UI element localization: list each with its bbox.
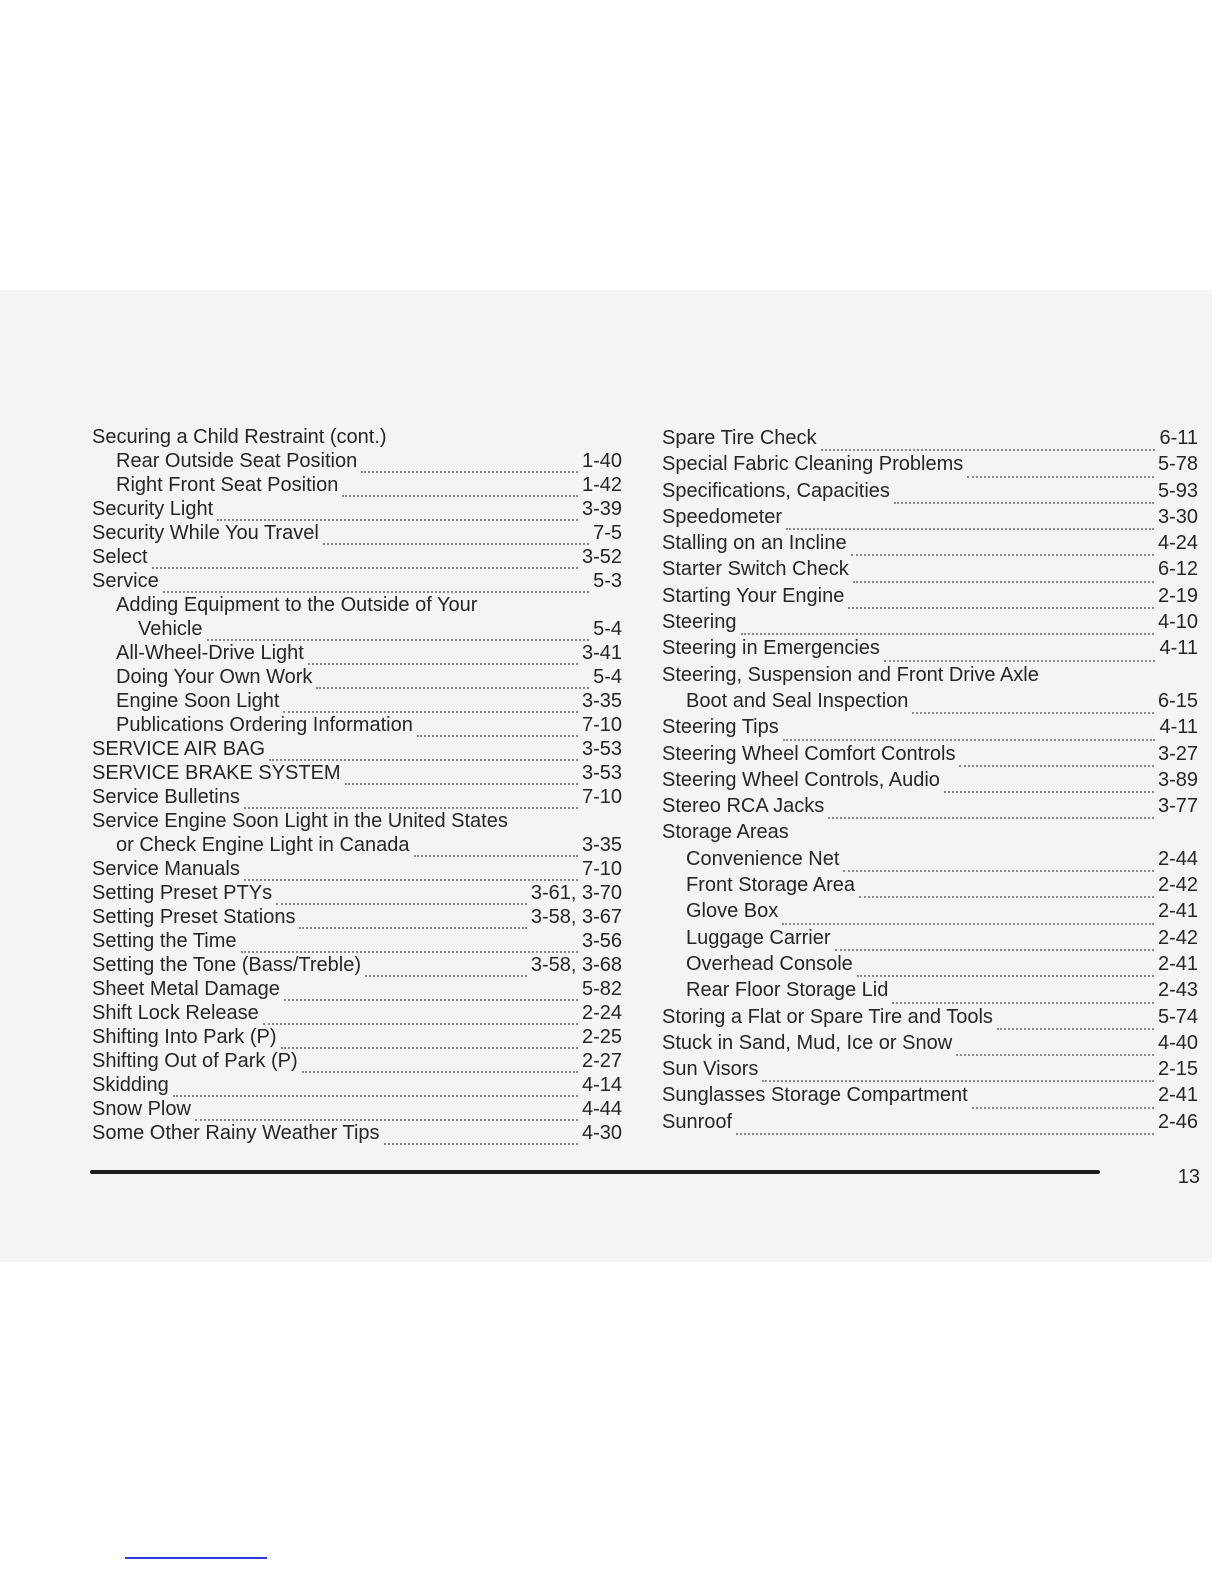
index-entry-label: Adding Equipment to the Outside of Your <box>116 594 478 616</box>
dot-leader <box>736 1116 1154 1135</box>
index-entry-label: Steering Wheel Controls, Audio <box>662 768 940 791</box>
index-entry <box>662 1109 1198 1135</box>
page-number: 13 <box>1177 1166 1200 1188</box>
index-entry-label: Service Engine Soon Light in the United States <box>92 810 508 832</box>
index-entry <box>92 809 622 833</box>
index-entry-label: Glove Box <box>686 900 779 923</box>
index-entry-page-ref[interactable]: 2-42 <box>1157 926 1198 949</box>
index-entry <box>662 530 1198 556</box>
index-entry-page-ref[interactable]: 2-43 <box>1157 979 1198 1002</box>
dot-leader <box>244 790 578 809</box>
index-entry-page-ref[interactable]: 3-35 <box>581 690 622 712</box>
index-entry-page-ref[interactable]: 3-52 <box>581 546 622 568</box>
dot-leader <box>163 574 589 593</box>
index-entry <box>92 593 622 617</box>
index-entry <box>662 846 1198 872</box>
dot-leader <box>276 886 527 905</box>
index-entry <box>92 473 622 497</box>
index-entry-page-ref[interactable]: 5-74 <box>1157 1005 1198 1028</box>
index-entry-page-ref[interactable]: 2-41 <box>1157 900 1198 923</box>
dot-leader <box>997 1011 1154 1030</box>
index-entry <box>662 451 1198 477</box>
dot-leader <box>762 1063 1154 1082</box>
index-entry-page-ref[interactable]: 2-25 <box>581 1026 622 1048</box>
index-entry-label: Sheet Metal Damage <box>92 978 280 1000</box>
index-entry-label: Starting Your Engine <box>662 584 845 607</box>
index-entry <box>662 951 1198 977</box>
index-entry <box>92 737 622 761</box>
index-entry-page-ref[interactable]: 3-39 <box>581 498 622 520</box>
dot-leader <box>821 432 1156 451</box>
index-entry-page-ref[interactable]: 5-3 <box>593 570 622 592</box>
index-entry <box>662 819 1198 845</box>
index-entry-label: Setting the Time <box>92 930 237 952</box>
dot-leader <box>342 478 578 497</box>
index-entry-page-ref[interactable]: 7-10 <box>581 786 622 808</box>
index-entry-label: Storage Areas <box>662 821 789 844</box>
index-entry-page-ref[interactable]: 2-41 <box>1157 952 1198 975</box>
dot-leader <box>859 879 1154 898</box>
index-entry-label: Rear Outside Seat Position <box>116 450 358 472</box>
index-entry <box>662 1004 1198 1030</box>
dot-leader <box>853 564 1154 583</box>
index-entry-label: Service Manuals <box>92 858 240 880</box>
index-entry-page-ref[interactable]: 6-12 <box>1157 558 1198 581</box>
bottom-link-underline[interactable] <box>125 1557 267 1559</box>
index-entry <box>92 977 622 1001</box>
dot-leader <box>894 485 1154 504</box>
dot-leader <box>851 537 1154 556</box>
index-entry <box>92 617 622 641</box>
dot-leader <box>195 1102 578 1121</box>
index-column-right <box>662 425 1198 1135</box>
dot-leader <box>217 502 578 521</box>
index-entry-page-ref[interactable]: 3-61, 3-70 <box>530 882 622 904</box>
dot-leader <box>263 1006 578 1025</box>
index-entry <box>662 504 1198 530</box>
dot-leader <box>365 958 527 977</box>
index-entry-page-ref[interactable]: 4-14 <box>581 1074 622 1096</box>
index-entry <box>662 714 1198 740</box>
index-entry-label: Stuck in Sand, Mud, Ice or Snow <box>662 1031 953 1054</box>
index-entry-page-ref[interactable]: 5-4 <box>593 618 622 640</box>
index-entry-label: Securing a Child Restraint (cont.) <box>92 426 387 448</box>
index-entry <box>662 793 1198 819</box>
index-entry-page-ref[interactable]: 5-82 <box>581 978 622 1000</box>
index-entry-page-ref[interactable]: 3-30 <box>1157 505 1198 528</box>
index-entry <box>92 713 622 737</box>
index-entry-label: Steering, Suspension and Front Drive Axle <box>662 663 1039 686</box>
index-entry-label: Storing a Flat or Spare Tire and Tools <box>662 1005 993 1028</box>
index-entry <box>92 425 622 449</box>
dot-leader <box>269 742 578 761</box>
index-entry-label: Skidding <box>92 1074 169 1096</box>
dot-leader <box>956 1037 1154 1056</box>
index-entry <box>92 545 622 569</box>
index-entry-label: Front Storage Area <box>686 874 855 897</box>
index-entry-label: All-Wheel-Drive Light <box>116 642 304 664</box>
index-entry <box>662 425 1198 451</box>
index-column-left <box>92 425 622 1145</box>
dot-leader <box>283 694 578 713</box>
index-entry-page-ref[interactable]: 1-42 <box>581 474 622 496</box>
index-entry-label: Security While You Travel <box>92 522 319 544</box>
index-entry <box>92 833 622 857</box>
index-entry <box>92 665 622 689</box>
index-entry <box>662 583 1198 609</box>
index-entry-label: Special Fabric Cleaning Problems <box>662 453 964 476</box>
footer-rule <box>90 1170 1100 1174</box>
index-entry-label: Shifting Into Park (P) <box>92 1026 277 1048</box>
index-entry-page-ref[interactable]: 2-27 <box>581 1050 622 1072</box>
dot-leader <box>316 670 589 689</box>
index-entry-label: Sun Visors <box>662 1058 759 1081</box>
index-entry-label: Luggage Carrier <box>686 926 831 949</box>
index-entry <box>92 449 622 473</box>
index-entry-page-ref[interactable]: 7-10 <box>581 858 622 880</box>
dot-leader <box>944 774 1154 793</box>
index-entry-page-ref[interactable]: 2-44 <box>1157 847 1198 870</box>
index-entry-label: SERVICE AIR BAG <box>92 738 266 760</box>
index-entry <box>92 689 622 713</box>
index-entry-label: Starter Switch Check <box>662 558 849 581</box>
index-entry-label: Steering Tips <box>662 716 779 739</box>
index-entry <box>92 881 622 905</box>
index-entry-page-ref[interactable]: 4-24 <box>1157 532 1198 555</box>
dot-leader <box>323 526 589 545</box>
index-entry <box>662 1056 1198 1082</box>
index-entry-page-ref[interactable]: 3-89 <box>1157 768 1198 791</box>
index-entry-page-ref[interactable]: 5-78 <box>1157 453 1198 476</box>
index-entry <box>92 953 622 977</box>
index-entry-page-ref[interactable]: 3-41 <box>581 642 622 664</box>
index-entry-page-ref[interactable]: 3-53 <box>581 762 622 784</box>
index-entry-label: Stereo RCA Jacks <box>662 795 825 818</box>
index-entry <box>662 1082 1198 1108</box>
index-entry <box>662 977 1198 1003</box>
index-entry-page-ref[interactable]: 3-35 <box>581 834 622 856</box>
index-entry <box>92 569 622 593</box>
index-entry-page-ref[interactable]: 4-11 <box>1159 716 1198 739</box>
index-entry-page-ref[interactable]: 3-77 <box>1157 795 1198 818</box>
index-entry <box>92 785 622 809</box>
index-entry-page-ref[interactable]: 1-40 <box>581 450 622 472</box>
dot-leader <box>361 454 578 473</box>
index-entry <box>662 688 1198 714</box>
index-entry-label: Setting the Tone (Bass/Treble) <box>92 954 362 976</box>
index-entry-label: Shift Lock Release <box>92 1002 259 1024</box>
dot-leader <box>152 550 578 569</box>
index-entry-label: Setting Preset Stations <box>92 906 296 928</box>
index-entry-page-ref[interactable]: 4-10 <box>1157 611 1198 634</box>
index-entry-label: or Check Engine Light in Canada <box>116 834 410 856</box>
index-entry-page-ref[interactable]: 4-40 <box>1157 1031 1198 1054</box>
dot-leader <box>284 982 578 1001</box>
index-entry-page-ref[interactable]: 3-27 <box>1157 742 1198 765</box>
index-entry-label: Right Front Seat Position <box>116 474 339 496</box>
index-entry-label: Select <box>92 546 148 568</box>
index-entry-label: Engine Soon Light <box>116 690 280 712</box>
dot-leader <box>299 910 526 929</box>
index-entry-page-ref[interactable]: 4-44 <box>581 1098 622 1120</box>
dot-leader <box>892 985 1154 1004</box>
index-entry <box>92 1073 622 1097</box>
index-entry-page-ref[interactable]: 4-11 <box>1159 637 1198 660</box>
index-entry-label: Steering in Emergencies <box>662 637 880 660</box>
index-entry-label: Setting Preset PTYs <box>92 882 273 904</box>
index-entry <box>662 609 1198 635</box>
index-entry-page-ref[interactable]: 2-19 <box>1157 584 1198 607</box>
index-entry-label: Publications Ordering Information <box>116 714 413 736</box>
dot-leader <box>302 1054 578 1073</box>
index-entry-page-ref[interactable]: 3-53 <box>581 738 622 760</box>
dot-leader <box>173 1078 578 1097</box>
index-entry-page-ref[interactable]: 5-93 <box>1157 479 1198 502</box>
index-entry-label: Overhead Console <box>686 952 853 975</box>
dot-leader <box>959 748 1154 767</box>
index-entry-label: Some Other Rainy Weather Tips <box>92 1122 380 1144</box>
index-entry-page-ref[interactable]: 2-42 <box>1157 874 1198 897</box>
index-entry-page-ref[interactable]: 7-10 <box>581 714 622 736</box>
index-entry <box>92 1049 622 1073</box>
index-entry <box>92 497 622 521</box>
index-entry <box>662 1030 1198 1056</box>
index-entry <box>662 872 1198 898</box>
index-entry <box>92 1001 622 1025</box>
dot-leader <box>414 838 578 857</box>
index-entry-label: Spare Tire Check <box>662 427 817 449</box>
dot-leader <box>857 958 1154 977</box>
index-entry-label: Convenience Net <box>686 847 840 870</box>
index-entry-page-ref[interactable]: 5-4 <box>593 666 622 688</box>
index-entry <box>662 478 1198 504</box>
index-entry-label: Vehicle <box>138 618 203 640</box>
index-entry <box>92 857 622 881</box>
index-entry-label: Service <box>92 570 159 592</box>
index-entry <box>662 741 1198 767</box>
index-entry-label: Sunglasses Storage Compartment <box>662 1084 968 1107</box>
index-entry-label: Security Light <box>92 498 214 520</box>
index-entry-label: Shifting Out of Park (P) <box>92 1050 298 1072</box>
index-entry-label: Sunroof <box>662 1110 733 1133</box>
index-entry-label: Snow Plow <box>92 1098 191 1120</box>
index-entry <box>662 767 1198 793</box>
dot-leader <box>782 906 1154 925</box>
index-entry <box>662 635 1198 661</box>
dot-leader <box>345 766 578 785</box>
index-entry-page-ref[interactable]: 2-24 <box>581 1002 622 1024</box>
dot-leader <box>786 511 1154 530</box>
index-entry-label: Specifications, Capacities <box>662 479 890 502</box>
index-entry-page-ref[interactable]: 3-58, 3-68 <box>530 954 622 976</box>
index-entry <box>662 662 1198 688</box>
index-entry-page-ref[interactable]: 2-41 <box>1157 1084 1198 1107</box>
index-entry <box>92 521 622 545</box>
dot-leader <box>308 646 578 665</box>
dot-leader <box>972 1090 1154 1109</box>
index-entry <box>92 1025 622 1049</box>
index-entry-page-ref[interactable]: 2-46 <box>1157 1110 1198 1133</box>
index-entry-label: Boot and Seal Inspection <box>686 689 909 712</box>
dot-leader <box>912 695 1154 714</box>
dot-leader <box>281 1030 578 1049</box>
dot-leader <box>384 1126 578 1145</box>
index-entry-page-ref[interactable]: 6-15 <box>1157 689 1198 712</box>
index-entry-label: Rear Floor Storage Lid <box>686 979 889 1002</box>
dot-leader <box>244 862 578 881</box>
dot-leader <box>417 718 578 737</box>
index-entry-page-ref[interactable]: 3-58, 3-67 <box>530 906 622 928</box>
dot-leader <box>241 934 578 953</box>
index-entry <box>92 641 622 665</box>
index-entry <box>662 556 1198 582</box>
index-entry-label: Service Bulletins <box>92 786 240 808</box>
index-entry <box>662 898 1198 924</box>
dot-leader <box>884 643 1156 662</box>
dot-leader <box>835 932 1154 951</box>
dot-leader <box>741 616 1154 635</box>
dot-leader <box>848 590 1154 609</box>
index-entry-label: Steering Wheel Comfort Controls <box>662 742 956 765</box>
dot-leader <box>967 459 1154 478</box>
index-entry-label: Steering <box>662 611 737 634</box>
index-entry-label: Doing Your Own Work <box>116 666 313 688</box>
dot-leader <box>843 853 1154 872</box>
index-entry <box>92 905 622 929</box>
index-entry-label: Speedometer <box>662 505 783 528</box>
index-entry-label: SERVICE BRAKE SYSTEM <box>92 762 341 784</box>
index-entry <box>662 925 1198 951</box>
index-entry-page-ref[interactable]: 3-56 <box>581 930 622 952</box>
index-entry-page-ref[interactable]: 2-15 <box>1157 1058 1198 1081</box>
dot-leader <box>828 800 1154 819</box>
index-entry-page-ref[interactable]: 7-5 <box>593 522 622 544</box>
index-entry <box>92 1121 622 1145</box>
index-entry-label: Stalling on an Incline <box>662 532 847 555</box>
index-entry <box>92 929 622 953</box>
index-entry-page-ref[interactable]: 4-30 <box>581 1122 622 1144</box>
dot-leader <box>783 722 1156 741</box>
dot-leader <box>207 622 590 641</box>
index-entry-page-ref[interactable]: 6-11 <box>1159 427 1198 449</box>
index-page <box>0 290 1212 1262</box>
index-entry <box>92 1097 622 1121</box>
index-entry <box>92 761 622 785</box>
